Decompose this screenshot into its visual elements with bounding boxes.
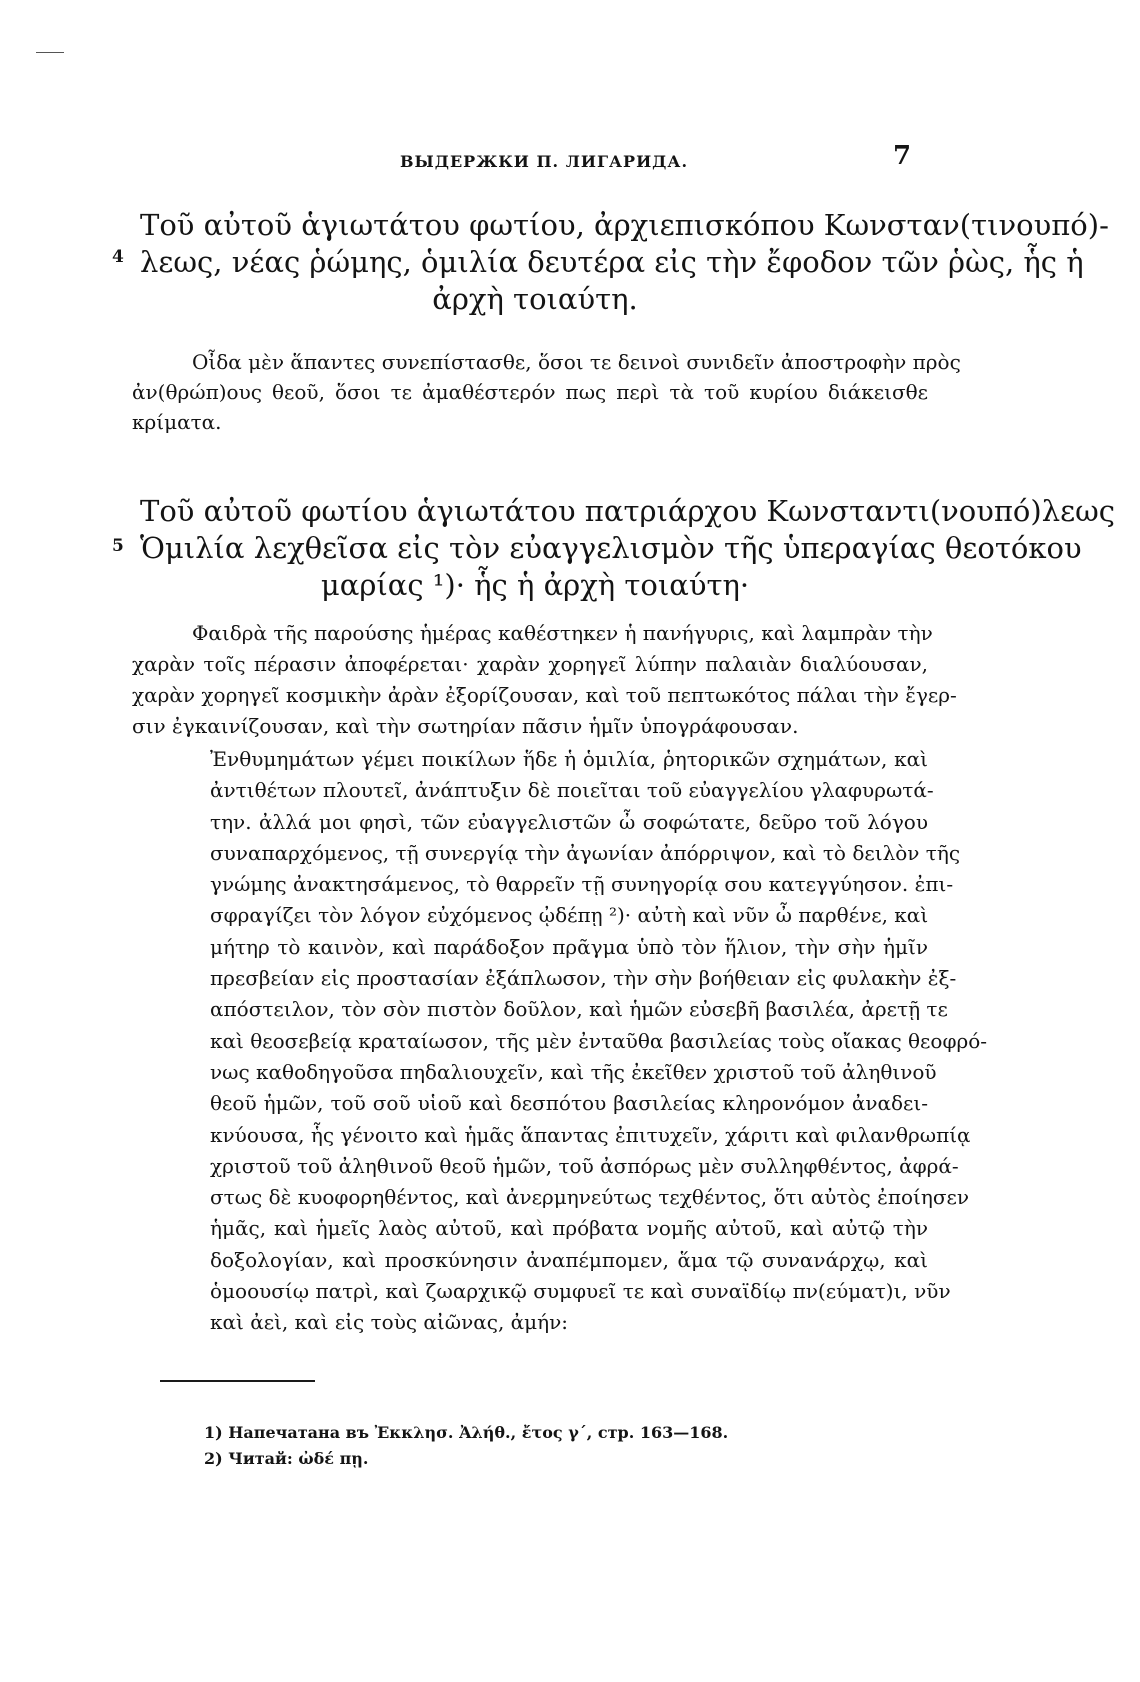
footnote-1: 1) Напечатана въ Ἐκκλησ. Ἀλήθ., ἔτος γ΄, стр. 163—168.: [204, 1423, 729, 1442]
text-line: την. ἀλλά μοι φησὶ, τῶν εὐαγγελιστῶν ὦ σοφώτατε, δεῦρο τοῦ λόγου: [210, 809, 928, 834]
section1-text: [132, 347, 961, 437]
text-line: ἀν(θρώπ)ους θεοῦ, ὅσοι τε ἀμαθέστερόν πως περὶ τὰ τοῦ κυρίου διάκεισθε: [132, 380, 928, 404]
text-line: απόστειλον, τὸν σὸν πιστὸν δοῦλον, καὶ ἡμῶν εὐσεβῆ βασιλέα, ἀρετῇ τε: [210, 997, 948, 1022]
line-number-4: 4: [112, 247, 124, 267]
text-line: σφραγίζει τὸν λόγον εὐχόμενος ᾠδέπῃ ²)· αὐτὴ καὶ νῦν ὦ παρθένε, καὶ: [210, 903, 929, 928]
section1-title: [140, 207, 1109, 318]
corner-rule: [36, 52, 64, 53]
text-line: θεοῦ ἡμῶν, τοῦ σοῦ υἱοῦ καὶ δεσπότου βασιλείας κληρονόμον ἀναδει-: [210, 1091, 928, 1116]
text-line: σιν ἐγκαινίζουσαν, καὶ τὴν σωτηρίαν πᾶσιν ἡμῖν ὑπογράφουσαν.: [132, 714, 799, 738]
section2-paragraph-1: [132, 618, 957, 742]
text-line: ἡμᾶς, καὶ ἡμεῖς λαὸς αὐτοῦ, καὶ πρόβατα νομῆς αὐτοῦ, καὶ αὐτῷ τὴν: [210, 1216, 928, 1241]
section2-title: [140, 493, 1115, 604]
text-line: Ἐνθυμημάτων γέμει ποικίλων ἥδε ἡ ὁμιλία, ῥητορικῶν σχημάτων, καὶ: [210, 747, 928, 771]
text-line: χριστοῦ τοῦ ἀληθινοῦ θεοῦ ἡμῶν, τοῦ ἀσπόρως μὲν συλληφθέντος, ἀφρά-: [210, 1153, 959, 1178]
text-line: δοξολογίαν, καὶ προσκύνησιν ἀναπέμπομεν, ἅμα τῷ συνανάρχῳ, καὶ: [210, 1247, 928, 1272]
title-line: μαρίας ¹)· ἧς ἡ ἀρχὴ τοιαύτη·: [320, 568, 750, 602]
section2-paragraph-2: [210, 744, 988, 1339]
title-line: λεως, νέας ῥώμης, ὁμιλία δευτέρα εἰς τὴν ἔφοδον τῶν ῥὼς, ἧς ἡ: [140, 245, 1084, 279]
running-head: ВЫДЕРЖКИ П. ЛИГАРИДА.: [400, 152, 689, 171]
text-line: χαρὰν χορηγεῖ κοσμικὴν ἀρὰν ἐξορίζουσαν, καὶ τοῦ πεπτωκότος πάλαι τὴν ἔγερ-: [132, 683, 957, 707]
text-line: νως καθοδηγοῦσα πηδαλιουχεῖν, καὶ τῆς ἐκεῖθεν χριστοῦ τοῦ ἀληθινοῦ: [210, 1059, 937, 1084]
title-line: Τοῦ αὐτοῦ ἁγιωτάτου φωτίου, ἀρχιεπισκόπου Κωνσταν(τινουπό)-: [140, 208, 1109, 242]
text-line: συναπαρχόμενος, τῇ συνεργίᾳ τὴν ἀγωνίαν ἀπόρριψον, καὶ τὸ δειλὸν τῆς: [210, 840, 961, 865]
page-number: 7: [893, 141, 912, 171]
text-line: ὁμοουσίῳ πατρὶ, καὶ ζωαρχικῷ συμφυεῖ τε καὶ συναϊδίῳ πν(εύματ)ι, νῦν: [210, 1279, 951, 1304]
footnote-2: 2) Читай: ὠδέ πῃ.: [204, 1449, 369, 1468]
text-line: κρίματα.: [132, 410, 222, 434]
text-line: στως δὲ κυοφορηθέντος, καὶ ἀνερμηνεύτως τεχθέντος, ὅτι αὐτὸς ἐποίησεν: [210, 1185, 970, 1210]
title-line: Τοῦ αὐτοῦ φωτίου ἁγιωτάτου πατριάρχου Κωνσταντι(νουπό)λεως: [140, 494, 1115, 528]
footnote-rule: [160, 1380, 315, 1382]
text-line: καὶ θεοσεβείᾳ κραταίωσον, τῆς μὲν ἐνταῦθα βασιλείας τοὺς οἴακας θεοφρό-: [210, 1028, 988, 1053]
title-line: Ὁμιλία λεχθεῖσα εἰς τὸν εὐαγγελισμὸν τῆς ὑπεραγίας θεοτόκου: [140, 531, 1082, 565]
text-line: ἀντιθέτων πλουτεῖ, ἀνάπτυξιν δὲ ποιεῖται τοῦ εὐαγγελίου γλαφυρωτά-: [210, 778, 934, 803]
text-line: Οἶδα μὲν ἅπαντες συνεπίστασθε, ὅσοι τε δεινοὶ συνιδεῖν ἀποστροφὴν πρὸς: [192, 350, 961, 374]
text-line: μήτηρ τὸ καινὸν, καὶ παράδοξον πρᾶγμα ὑπὸ τὸν ἥλιον, τὴν σὴν ἡμῖν: [210, 934, 928, 959]
text-line: χαρὰν τοῖς πέρασιν ἀποφέρεται· χαρὰν χορηγεῖ λύπην παλαιὰν διαλύουσαν,: [132, 652, 928, 676]
text-line: Φαιδρὰ τῆς παρούσης ἡμέρας καθέστηκεν ἡ πανήγυρις, καὶ λαμπρὰν τὴν: [192, 621, 933, 645]
title-line: ἀρχὴ τοιαύτη.: [432, 282, 638, 316]
line-number-5: 5: [112, 536, 124, 556]
text-line: καὶ ἀεὶ, καὶ εἰς τοὺς αἰῶνας, ἀμήν:: [210, 1310, 569, 1335]
footnotes: [204, 1420, 728, 1472]
text-line: γνώμης ἀνακτησάμενος, τὸ θαρρεῖν τῇ συνηγορίᾳ σου κατεγγύησον. ἐπι-: [210, 872, 954, 897]
text-line: πρεσβείαν εἰς προστασίαν ἐξάπλωσον, τὴν σὴν βοήθειαν εἰς φυλακὴν ἐξ-: [210, 966, 957, 991]
text-line: κνύουσα, ἧς γένοιτο καὶ ἡμᾶς ἅπαντας ἐπιτυχεῖν, χάριτι καὶ φιλανθρωπίᾳ: [210, 1122, 971, 1147]
